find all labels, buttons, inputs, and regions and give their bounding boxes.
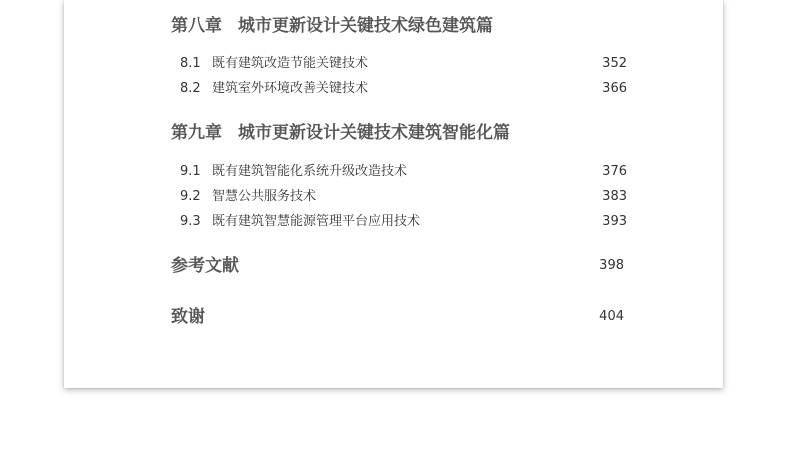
toc-entry-title: 建筑室外环境改善关键技术 [212,81,369,96]
chapter-9-number: 第九章 [171,123,222,143]
toc-entry-9-1[interactable] [180,163,627,181]
toc-entry-number: 8.1 [180,56,201,71]
toc-entry-number: 9.2 [180,189,201,204]
chapter-9-title: 城市更新设计关键技术建筑智能化篇 [238,123,510,143]
toc-entry-8-1[interactable] [180,55,627,73]
chapter-8-heading[interactable] [171,16,493,36]
toc-entry-page: 393 [602,214,627,229]
chapter-8-number: 第八章 [171,16,222,36]
toc-entry-page: 376 [602,164,627,179]
toc-entry-9-3[interactable] [180,213,627,231]
toc-entry-page: 366 [602,81,627,96]
toc-entry-page: 383 [602,189,627,204]
acknowledgements-page: 404 [599,309,624,324]
toc-entry-number: 9.1 [180,164,201,179]
chapter-8-title: 城市更新设计关键技术绿色建筑篇 [238,16,493,36]
toc-entry-9-2[interactable] [180,188,627,206]
toc-entry-title: 既有建筑智能化系统升级改造技术 [212,164,408,179]
toc-entry-number: 9.3 [180,214,201,229]
references-title: 参考文献 [171,256,239,276]
toc-entry-title: 既有建筑改造节能关键技术 [212,56,369,71]
acknowledgements-row[interactable] [171,307,624,327]
document-page [64,0,723,388]
chapter-9-heading[interactable] [171,123,510,143]
toc-entry-title: 智慧公共服务技术 [212,189,317,204]
toc-entry-number: 8.2 [180,81,201,96]
references-row[interactable] [171,256,624,276]
toc-entry-8-2[interactable] [180,80,627,98]
references-page: 398 [599,258,624,273]
toc-entry-title: 既有建筑智慧能源管理平台应用技术 [212,214,421,229]
toc-entry-page: 352 [602,56,627,71]
acknowledgements-title: 致谢 [171,307,205,327]
